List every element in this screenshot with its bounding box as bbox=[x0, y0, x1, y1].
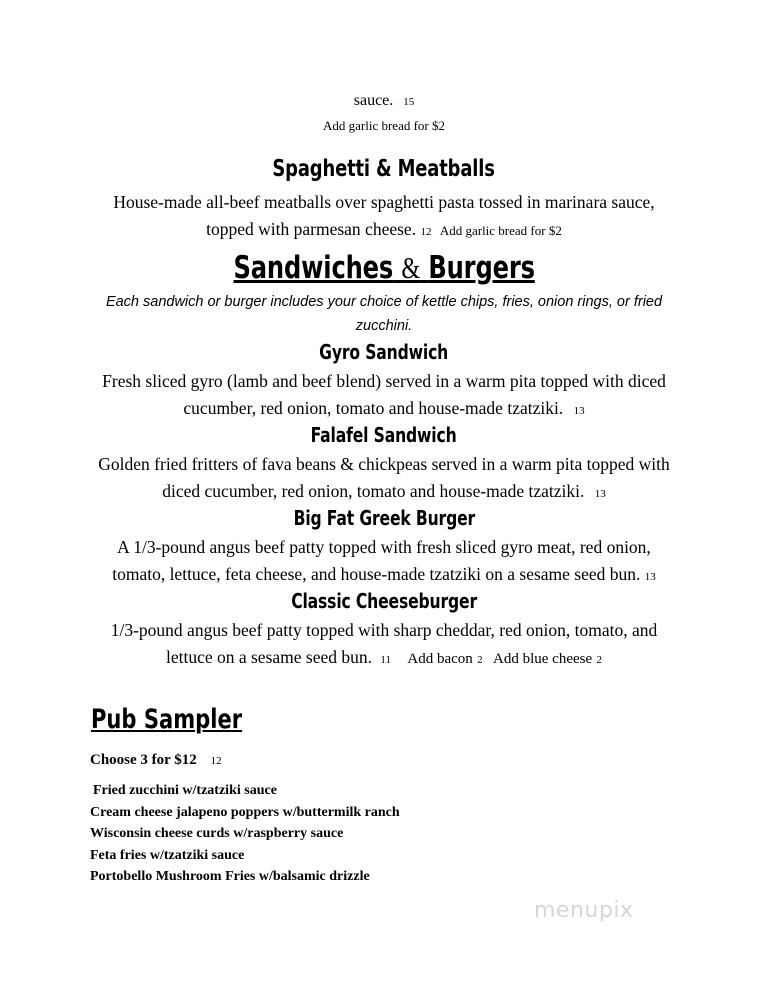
section-title-b: Burgers bbox=[428, 250, 535, 286]
falafel-title-wrap bbox=[0, 423, 768, 447]
pub-item: Wisconsin cheese curds w/raspberry sauce bbox=[90, 826, 344, 841]
gyro-desc-line1: Fresh sliced gyro (lamb and beef blend) served in a warm pita topped with diced bbox=[102, 371, 666, 391]
falafel-desc-text: diced cucumber, red onion, tomato and house-made tzatziki. bbox=[162, 481, 585, 501]
pub-item: Portobello Mushroom Fries w/balsamic drizzle bbox=[90, 869, 370, 884]
spaghetti-title-wrap bbox=[0, 156, 768, 182]
section-title-amp: & bbox=[401, 250, 420, 285]
pub-item: Cream cheese jalapeno poppers w/buttermilk ranch bbox=[90, 805, 400, 820]
greek-burger-price: 13 bbox=[644, 571, 656, 583]
gyro-title: Gyro Sandwich bbox=[319, 340, 449, 364]
gyro-title-wrap bbox=[0, 340, 768, 364]
pub-item: Fried zucchini w/tzatziki sauce bbox=[93, 783, 277, 798]
cheeseburger-desc-line2 bbox=[0, 644, 768, 673]
top-line: sauce. bbox=[353, 92, 394, 109]
top-price: 15 bbox=[403, 96, 415, 108]
cheeseburger-title-wrap bbox=[0, 589, 768, 613]
spaghetti-price: 12 bbox=[420, 226, 432, 238]
pub-choose-text: Choose 3 for $12 bbox=[90, 752, 197, 768]
top-garlic-note: Add garlic bread for $2 bbox=[322, 118, 445, 133]
gyro-price: 13 bbox=[573, 405, 585, 417]
greek-burger-desc-line1: A 1/3-pound angus beef patty topped with fresh sliced gyro meat, red onion, bbox=[117, 537, 651, 557]
section-title-text bbox=[233, 250, 534, 286]
falafel-title: Falafel Sandwich bbox=[311, 423, 457, 447]
cheeseburger-title: Classic Cheeseburger bbox=[291, 589, 477, 613]
greek-burger-desc-text: tomato, lettuce, feta cheese, and house-made tzatziki on a sesame seed bun. bbox=[112, 564, 641, 584]
greek-burger-title: Big Fat Greek Burger bbox=[293, 506, 475, 530]
greek-burger-desc-line2 bbox=[0, 561, 768, 590]
addon-bacon-price: 2 bbox=[477, 654, 483, 666]
gyro-desc-text: cucumber, red onion, tomato and house-made tzatziki. bbox=[183, 398, 564, 418]
section-title bbox=[0, 250, 768, 286]
spaghetti-title: Spaghetti & Meatballs bbox=[272, 156, 496, 182]
pub-sampler-title: Pub Sampler bbox=[91, 704, 243, 735]
falafel-desc-line1: Golden fried fritters of fava beans & chickpeas served in a warm pita topped with bbox=[98, 454, 670, 474]
addon-bacon: Add bacon bbox=[407, 651, 473, 667]
cheeseburger-desc-text: lettuce on a sesame seed bun. bbox=[165, 647, 373, 667]
pub-choose-line bbox=[90, 752, 222, 769]
section-title-a: Sandwiches bbox=[233, 250, 393, 286]
cheeseburger-price: 11 bbox=[380, 654, 391, 666]
addon-blue-cheese: Add blue cheese bbox=[493, 651, 593, 667]
falafel-price: 13 bbox=[594, 488, 606, 500]
spaghetti-desc-line1: House-made all-beef meatballs over spaghetti pasta tossed in marinara sauce, bbox=[113, 192, 655, 212]
spaghetti-garlic: Add garlic bread for $2 bbox=[439, 223, 562, 238]
falafel-desc-line2 bbox=[0, 478, 768, 507]
gyro-desc-line2 bbox=[0, 395, 768, 424]
spaghetti-desc-line2 bbox=[0, 216, 768, 245]
pub-item: Feta fries w/tzatziki sauce bbox=[90, 848, 245, 863]
spaghetti-desc-text: topped with parmesan cheese. bbox=[206, 219, 417, 239]
addon-blue-cheese-price: 2 bbox=[596, 654, 603, 666]
greek-burger-title-wrap bbox=[0, 506, 768, 530]
menupix-watermark: menupix bbox=[534, 898, 634, 923]
cheeseburger-desc-line1: 1/3-pound angus beef patty topped with sharp cheddar, red onion, tomato, and bbox=[110, 620, 658, 640]
top-continuation bbox=[0, 92, 768, 110]
section-note-line2: zucchini. bbox=[355, 318, 413, 334]
section-note-line1: Each sandwich or burger includes your choice of kettle chips, fries, onion rings, or fried bbox=[105, 294, 663, 310]
pub-choose-price: 12 bbox=[210, 755, 222, 767]
